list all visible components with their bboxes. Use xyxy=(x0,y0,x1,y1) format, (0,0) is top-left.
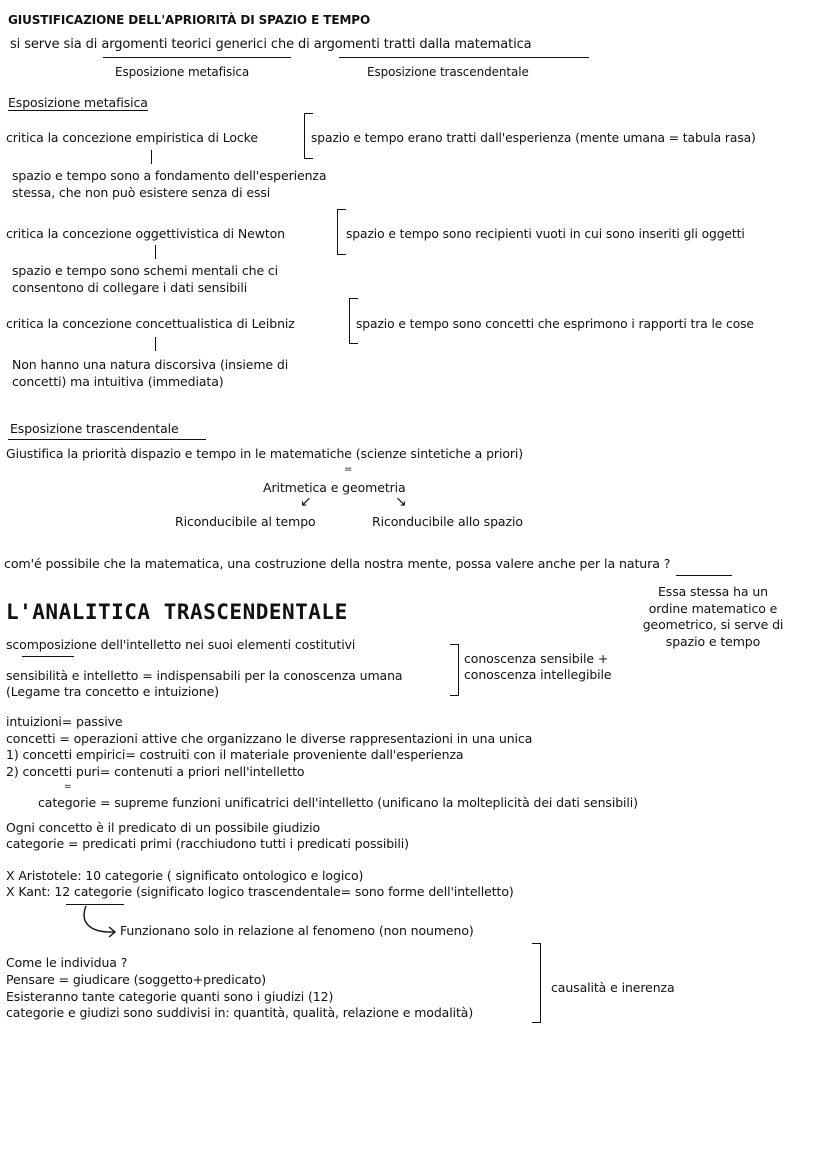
analitica-line-2: sensibilità e intelletto = indispensabili per la conoscenza umana xyxy=(6,668,403,683)
intro-line: si serve sia di argomenti teorici generici che di argomenti tratti dalla matematica xyxy=(10,37,532,52)
equals-sign: = xyxy=(344,464,353,475)
newton-result-2: consentono di collegare i dati sensibili xyxy=(12,280,248,295)
leibniz-result-2: concetti) ma intuitiva (immediata) xyxy=(12,374,224,389)
riconducibile-tempo: Riconducibile al tempo xyxy=(175,514,316,529)
conoscenza-1: conoscenza sensibile + xyxy=(464,651,609,666)
arrow-right-icon: ↘ xyxy=(395,494,407,510)
conoscenza-2: conoscenza intellegibile xyxy=(464,667,612,682)
leibniz-bracket-text: spazio e tempo sono concetti che esprimono i rapporti tra le cose xyxy=(356,317,754,331)
aristotele-line: X Aristotele: 10 categorie ( significato ontologico e logico) xyxy=(6,868,364,883)
riconducibile-spazio: Riconducibile allo spazio xyxy=(372,514,523,529)
causalita-bracket xyxy=(532,943,541,1023)
newton-result-1: spazio e tempo sono schemi mentali che ci xyxy=(12,263,279,278)
arrow-left-icon: ↙ xyxy=(300,494,312,510)
conoscenza-bracket xyxy=(450,644,459,696)
locke-result-1: spazio e tempo sono a fondamento dell'esperienza xyxy=(12,168,327,183)
kant-line: X Kant: 12 categorie (significato logico trascendentale= sono forme dell'intelletto) xyxy=(6,884,514,899)
question-text: com'é possibile che la matematica, una costruzione della nostra mente, possa valere anche per la natura ? xyxy=(4,556,671,571)
natura-underline xyxy=(676,575,732,576)
natura-note: Essa stessa ha un ordine matematico e geometrico, si serve di spazio e tempo xyxy=(642,584,784,649)
esisteranno-line: Esisteranno tante categorie quanti sono i giudizi (12) xyxy=(6,989,334,1004)
trascendentale-line: Giustifica la priorità dispazio e tempo in le matematiche (scienze sintetiche a priori) xyxy=(6,446,524,461)
locke-critique: critica la concezione empiristica di Locke xyxy=(6,130,258,145)
intro-underline-right xyxy=(339,57,589,58)
aritmetica-geometria: Aritmetica e geometria xyxy=(263,480,406,495)
leibniz-critique: critica la concezione concettualistica di Leibniz xyxy=(6,316,295,331)
concetti-empirici-line: 1) concetti empirici= costruiti con il materiale proveniente dall'esperienza xyxy=(6,747,464,762)
trascendentale-heading: Esposizione trascendentale xyxy=(10,421,179,436)
label-esposizione-trascendentale: Esposizione trascendentale xyxy=(367,65,529,79)
curved-arrow-icon xyxy=(78,905,118,939)
locke-connector xyxy=(151,150,152,164)
page-title: GIUSTIFICAZIONE DELL'APRIORITÀ DI SPAZIO E TEMPO xyxy=(8,13,371,27)
locke-result-2: stessa, che non può esistere senza di essi xyxy=(12,185,271,200)
predicato-line: Ogni concetto è il predicato di un possibile giudizio xyxy=(6,820,321,835)
newton-bracket xyxy=(337,209,346,255)
suddivisi-line: categorie e giudizi sono suddivisi in: quantità, qualità, relazione e modalità) xyxy=(6,1005,474,1020)
equals-sign-2: = xyxy=(64,782,72,792)
analitica-heading: L'ANALITICA TRASCENDENTALE xyxy=(6,600,348,624)
trascendentale-underline xyxy=(8,439,206,440)
newton-critique: critica la concezione oggettivistica di Newton xyxy=(6,226,286,241)
leibniz-result-1: Non hanno una natura discorsiva (insieme di xyxy=(12,357,289,372)
pensare-line: Pensare = giudicare (soggetto+predicato) xyxy=(6,972,267,987)
newton-bracket-text: spazio e tempo sono recipienti vuoti in cui sono inseriti gli oggetti xyxy=(346,227,745,241)
analitica-line-3: (Legame tra concetto e intuizione) xyxy=(6,684,219,699)
leibniz-connector xyxy=(155,337,156,351)
intro-underline-left xyxy=(103,57,291,58)
come-line: Come le individua ? xyxy=(6,955,128,970)
predicati-primi-line: categorie = predicati primi (racchiudono tutti i predicati possibili) xyxy=(6,836,409,851)
intuizioni-line: intuizioni= passive xyxy=(6,714,123,729)
label-esposizione-metafisica: Esposizione metafisica xyxy=(115,65,250,79)
categorie-line: categorie = supreme funzioni unificatrici dell'intelletto (unificano la molteplicità dei dati sensibili) xyxy=(38,795,638,810)
analitica-line-1: scomposizione dell'intelletto nei suoi elementi costitutivi xyxy=(6,637,356,652)
scomposizione-underline xyxy=(22,656,74,657)
locke-bracket-text: spazio e tempo erano tratti dall'esperienza (mente umana = tabula rasa) xyxy=(311,131,756,145)
concetti-line: concetti = operazioni attive che organizzano le diverse rappresentazioni in una unica xyxy=(6,731,533,746)
causalita-text: causalità e inerenza xyxy=(551,980,675,995)
concetti-puri-line: 2) concetti puri= contenuti a priori nell'intelletto xyxy=(6,764,305,779)
funzionano-line: Funzionano solo in relazione al fenomeno (non noumeno) xyxy=(120,923,474,938)
metafisica-heading: Esposizione metafisica xyxy=(8,95,148,110)
newton-connector xyxy=(155,245,156,259)
